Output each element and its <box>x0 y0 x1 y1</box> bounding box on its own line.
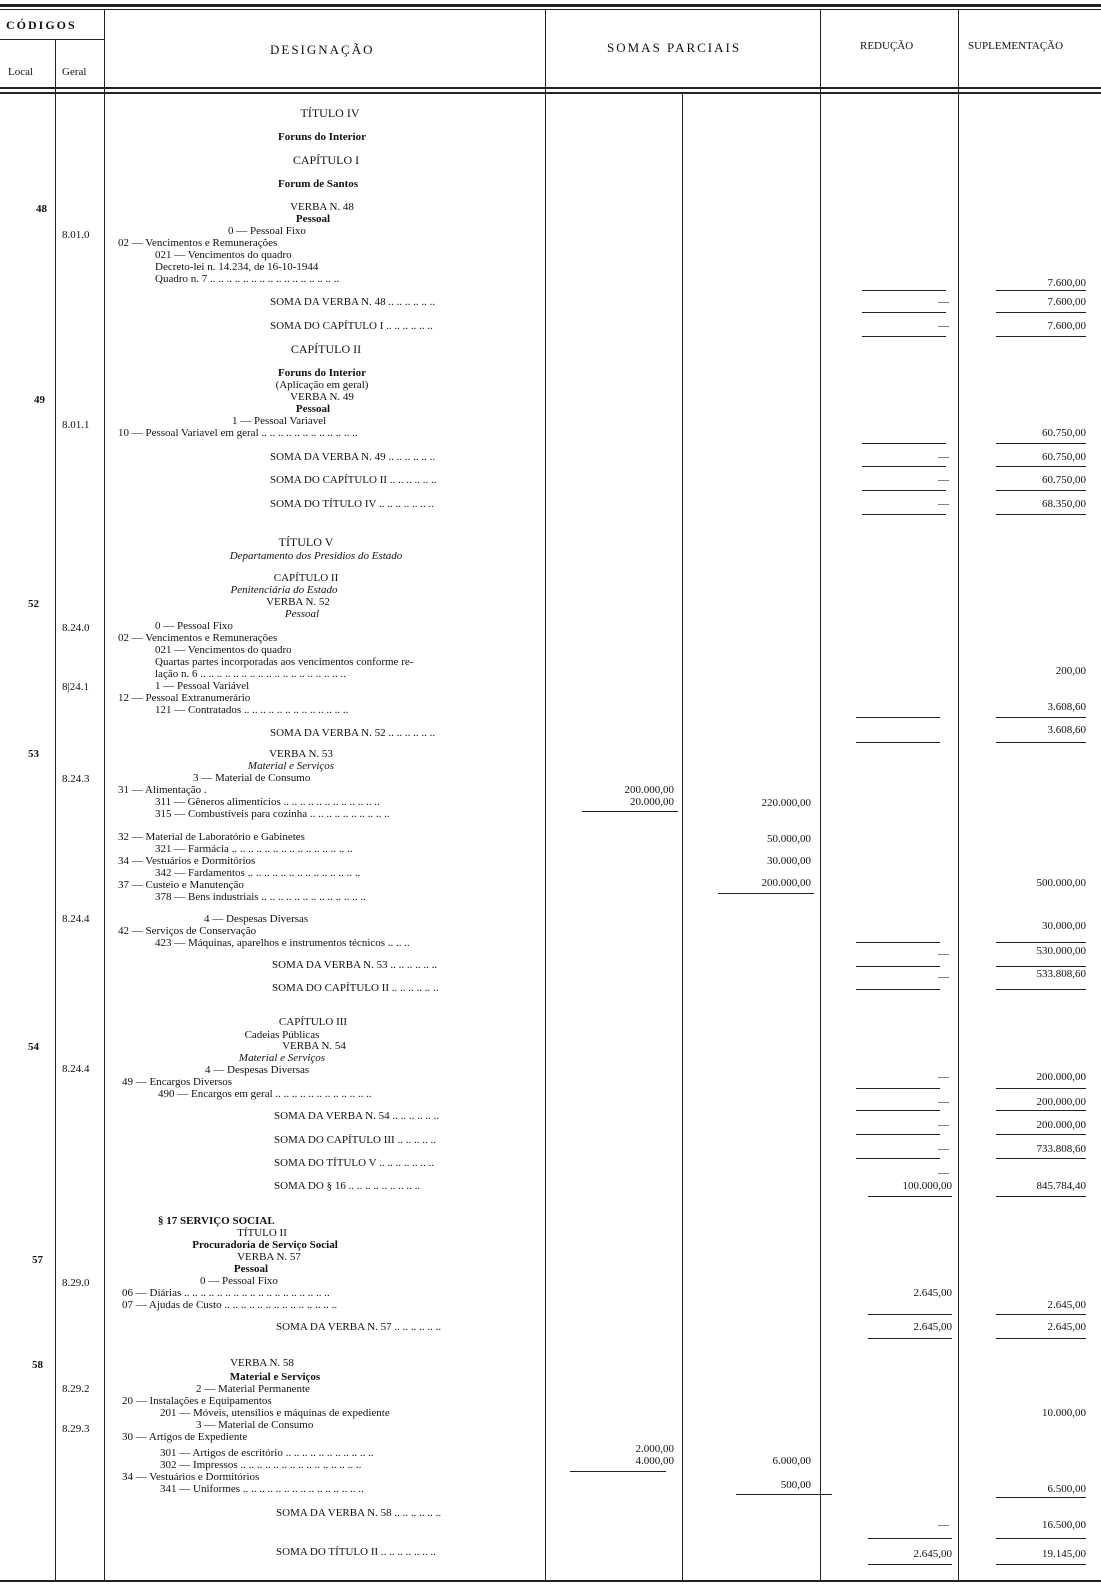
section-heading: Cadeias Públicas <box>244 1029 320 1041</box>
header-bottom-border <box>0 87 1101 89</box>
line-item: 1 — Pessoal Variável <box>155 680 250 692</box>
supplement-value: 2.645,00 <box>1047 1321 1086 1333</box>
chapter-heading: CAPÍTULO III <box>278 1016 348 1028</box>
line-item: 490 — Encargos em geral .. .. .. .. .. .. .. .. .. .. .. .. <box>158 1088 372 1100</box>
geral-code: 8.01.0 <box>62 229 90 241</box>
partial-value: 200.000,00 <box>761 877 811 889</box>
supplement-rule <box>996 1338 1086 1339</box>
reduction-value: 2.645,00 <box>913 1548 952 1560</box>
line-item: 02 — Vencimentos e Remunerações <box>118 632 278 644</box>
sum-line: SOMA DO § 16 .. .. .. .. .. .. .. .. .. <box>274 1180 421 1192</box>
chapter-heading: CAPÍTULO I <box>292 153 360 167</box>
supplement-rule <box>996 742 1086 743</box>
line-item: 342 — Fardamentos .. .. .. .. .. .. .. .. .. .. .. .. .. .. <box>155 867 361 879</box>
section-heading: Penitenciária do Estado <box>230 584 338 596</box>
supplement-rule <box>996 717 1086 718</box>
geral-code: 8.29.0 <box>62 1277 90 1289</box>
header-local: Local <box>8 66 34 78</box>
partial-sum-rule <box>736 1494 832 1495</box>
sum-line: SOMA DA VERBA N. 52 .. .. .. .. .. .. <box>270 727 436 739</box>
line-item: 423 — Máquinas, aparelhos e instrumentos técnicos .. .. .. <box>155 937 410 949</box>
reduction-rule <box>862 443 946 444</box>
local-code-57: 57 <box>32 1254 43 1266</box>
reduction-rule <box>856 966 940 967</box>
section-heading: Forum de Santos <box>277 178 359 190</box>
section-heading: § 17 SERVIÇO SOCIAL <box>158 1215 275 1227</box>
sum-line: SOMA DO CAPÍTULO III .. .. .. .. .. <box>274 1134 436 1146</box>
col-line-designacao <box>545 10 546 1580</box>
group-heading: Pessoal <box>284 608 320 620</box>
supplement-value: 733.808,60 <box>1036 1143 1086 1155</box>
line-item: 3 — Material de Consumo <box>196 1419 314 1431</box>
sum-line: SOMA DA VERBA N. 49 .. .. .. .. .. .. <box>270 451 436 463</box>
geral-code: 8.24.4 <box>62 1063 90 1075</box>
top-border-inner <box>0 9 1101 10</box>
line-item: 07 — Ajudas de Custo .. .. .. .. .. .. .. .. .. .. .. .. .. .. <box>122 1299 338 1311</box>
local-code-58: 58 <box>32 1359 43 1371</box>
supplement-value: 68.350,00 <box>1042 498 1086 510</box>
reduction-dash: — <box>938 1519 949 1531</box>
line-item: 378 — Bens industriais .. .. .. .. .. .. .. .. .. .. .. .. .. <box>155 891 366 903</box>
supplement-value: 533.808,60 <box>1036 968 1086 980</box>
header-reducao: REDUÇÃO <box>860 40 914 52</box>
supplement-rule <box>996 989 1086 990</box>
reduction-dash: — <box>938 1096 949 1108</box>
group-heading: Material e Serviços <box>229 1371 321 1383</box>
reduction-rule <box>868 1538 952 1539</box>
partial-value: 30.000,00 <box>767 855 811 867</box>
header-bottom-border-2 <box>0 92 1101 94</box>
supplement-value: 60.750,00 <box>1042 427 1086 439</box>
line-item: 311 — Gêneros alimentícios .. .. .. .. .. .. .. .. .. .. .. .. <box>155 796 380 808</box>
line-item: Quadro n. 7 .. .. .. .. .. .. .. .. .. .. .. .. .. .. .. .. <box>155 273 340 285</box>
local-code-48: 48 <box>36 203 47 215</box>
reduction-rule <box>868 1314 952 1315</box>
partial-value: 500,00 <box>780 1479 811 1491</box>
verba-heading: VERBA N. 53 <box>269 748 333 760</box>
reduction-rule <box>862 466 946 467</box>
line-item: 32 — Material de Laboratório e Gabinetes <box>118 831 305 843</box>
reduction-rule <box>862 490 946 491</box>
line-item: 321 — Farmácia .. .. .. .. .. .. .. .. .. .. .. .. .. .. .. <box>155 843 353 855</box>
line-item: 34 — Vestuários e Dormitórios <box>118 855 256 867</box>
partial-sum-rule <box>582 811 678 812</box>
line-item: 4 — Despesas Diversas <box>204 913 309 925</box>
bottom-border <box>0 1580 1101 1582</box>
sum-line: SOMA DA VERBA N. 48 .. .. .. .. .. .. <box>270 296 436 308</box>
partial-value: 20.000,00 <box>630 796 674 808</box>
sum-line: SOMA DA VERBA N. 57 .. .. .. .. .. .. <box>276 1321 442 1333</box>
supplement-value: 19.145,00 <box>1042 1548 1086 1560</box>
reduction-rule <box>868 1564 952 1565</box>
sum-line: SOMA DA VERBA N. 54 .. .. .. .. .. .. <box>274 1110 440 1122</box>
sum-line: SOMA DO TÍTULO IV .. .. .. .. .. .. .. <box>270 498 434 510</box>
group-heading: Material e Serviços <box>247 760 335 772</box>
reduction-value: 100.000,00 <box>902 1180 952 1192</box>
group-heading: Pessoal <box>295 403 331 415</box>
sum-line: SOMA DO TÍTULO II .. .. .. .. .. .. .. <box>276 1546 436 1558</box>
reduction-dash: — <box>938 320 949 332</box>
supplement-rule <box>996 1497 1086 1498</box>
supplement-rule <box>996 942 1086 943</box>
line-item: 0 — Pessoal Fixo <box>200 1275 278 1287</box>
verba-heading: VERBA N. 52 <box>266 596 330 608</box>
sum-line: SOMA DO CAPÍTULO II .. .. .. .. .. .. <box>270 474 437 486</box>
supplement-rule <box>996 1538 1086 1539</box>
reduction-dash: — <box>938 296 949 308</box>
group-heading: Pessoal <box>295 213 331 225</box>
reduction-dash: — <box>938 1143 949 1155</box>
line-item: 4 — Despesas Diversas <box>205 1064 310 1076</box>
line-item: 1 — Pessoal Variavel <box>232 415 327 427</box>
supplement-value: 6.500,00 <box>1047 1483 1086 1495</box>
header-codigos: CÓDIGOS <box>6 18 77 32</box>
line-item: 20 — Instalações e Equipamentos <box>122 1395 272 1407</box>
verba-heading: VERBA N. 58 <box>230 1357 294 1369</box>
reduction-dash: — <box>938 474 949 486</box>
line-item: 2 — Material Permanente <box>196 1383 310 1395</box>
line-item: 30 — Artigos de Expediente <box>122 1431 248 1443</box>
supplement-rule <box>996 312 1086 313</box>
line-item: 3 — Material de Consumo <box>193 772 311 784</box>
supplement-value: 2.645,00 <box>1047 1299 1086 1311</box>
supplement-rule <box>996 490 1086 491</box>
supplement-value: 7.600,00 <box>1047 296 1086 308</box>
geral-code: 8.29.2 <box>62 1383 90 1395</box>
reduction-rule <box>868 1196 952 1197</box>
geral-code: 8.24.4 <box>62 913 90 925</box>
title-heading: TÍTULO II <box>237 1227 287 1239</box>
sum-line: SOMA DA VERBA N. 53 .. .. .. .. .. .. <box>272 959 438 971</box>
supplement-rule <box>996 514 1086 515</box>
geral-code: 8.01.1 <box>62 419 90 431</box>
supplement-value: 60.750,00 <box>1042 474 1086 486</box>
line-item: 42 — Serviços de Conservação <box>118 925 257 937</box>
line-item: 10 — Pessoal Variavel em geral .. .. .. .. .. .. .. .. .. .. .. .. <box>118 427 358 439</box>
line-item: 021 — Vencimentos do quadro <box>155 644 292 656</box>
header-designacao: DESIGNAÇÃO <box>270 42 375 57</box>
supplement-rule <box>996 1196 1086 1197</box>
line-item: 31 — Alimentação . <box>118 784 207 796</box>
reduction-dash: — <box>938 1119 949 1131</box>
supplement-rule <box>996 443 1086 444</box>
reduction-rule <box>862 514 946 515</box>
col-line-parciais <box>820 10 821 1580</box>
line-item: 49 — Encargos Diversos <box>122 1076 233 1088</box>
supplement-rule <box>996 1110 1086 1111</box>
line-item: Decreto-lei n. 14.234, de 16-10-1944 <box>155 261 319 273</box>
reduction-rule <box>856 717 940 718</box>
col-line-geral <box>104 10 105 1580</box>
line-item: 06 — Diárias .. .. .. .. .. .. .. .. .. .. .. .. .. .. .. .. .. .. <box>122 1287 330 1299</box>
supplement-value: 7.600,00 <box>1047 277 1086 289</box>
reduction-dash: — <box>938 1167 949 1179</box>
chapter-heading: CAPÍTULO II <box>273 572 339 584</box>
line-item: 34 — Vestuários e Dormitórios <box>122 1471 260 1483</box>
codigos-divider <box>0 39 104 40</box>
section-heading: Departamento dos Presidios do Estado <box>229 550 403 562</box>
partial-value: 4.000,00 <box>635 1455 674 1467</box>
reduction-rule <box>868 1338 952 1339</box>
line-item: 315 — Combustíveis para cozinha .. .. .. .. .. .. .. .. .. .. <box>155 808 390 820</box>
header-somas-parciais: SOMAS PARCIAIS <box>607 40 742 55</box>
geral-code: 8|24.1 <box>62 681 89 693</box>
line-item: 301 — Artigos de escritório .. .. .. .. .. .. .. .. .. .. .. <box>160 1447 374 1459</box>
line-item: 12 — Pessoal Extranumerário <box>118 692 251 704</box>
supplement-rule <box>996 1088 1086 1089</box>
local-code-54: 54 <box>28 1041 39 1053</box>
partial-value: 220.000,00 <box>761 797 811 809</box>
local-code-53: 53 <box>28 748 39 760</box>
reduction-dash: — <box>938 971 949 983</box>
verba-heading: VERBA N. 54 <box>282 1040 346 1052</box>
section-heading: Foruns do Interior <box>278 131 366 143</box>
line-item: 341 — Uniformes .. .. .. .. .. .. .. .. .. .. .. .. .. .. .. <box>160 1483 364 1495</box>
chapter-heading: CAPÍTULO II <box>290 342 362 356</box>
partial-sum-rule <box>570 1471 666 1472</box>
supplement-value: 16.500,00 <box>1042 1519 1086 1531</box>
section-subheading: (Aplicação em geral) <box>275 379 369 391</box>
supplement-value: 7.600,00 <box>1047 320 1086 332</box>
line-item: lação n. 6 .. .. .. .. .. .. .. .. .. .. .. .. .. .. .. .. .. .. <box>155 668 346 680</box>
supplement-rule <box>996 290 1086 291</box>
line-item: 121 — Contratados .. .. .. .. .. .. .. .. .. .. .. .. .. <box>155 704 349 716</box>
line-item: 02 — Vencimentos e Remunerações <box>118 237 278 249</box>
top-border <box>0 4 1101 7</box>
supplement-rule <box>996 1314 1086 1315</box>
supplement-rule <box>996 466 1086 467</box>
col-line-local <box>55 40 56 1580</box>
partial-value: 2.000,00 <box>635 1443 674 1455</box>
sum-line: SOMA DA VERBA N. 58 .. .. .. .. .. .. <box>276 1507 442 1519</box>
title-heading: TÍTULO IV <box>300 106 360 120</box>
local-code-49: 49 <box>34 394 45 406</box>
geral-code: 8.24.3 <box>62 773 90 785</box>
reduction-dash: — <box>938 451 949 463</box>
partial-sum-rule <box>718 893 814 894</box>
reduction-dash: — <box>938 498 949 510</box>
reduction-rule <box>856 1134 940 1135</box>
supplement-value: 30.000,00 <box>1042 920 1086 932</box>
supplement-rule <box>996 1158 1086 1159</box>
sum-line: SOMA DO CAPÍTULO II .. .. .. .. .. .. <box>272 982 439 994</box>
reduction-rule <box>856 742 940 743</box>
geral-code: 8.24.0 <box>62 622 90 634</box>
supplement-value: 845.784,40 <box>1036 1180 1086 1192</box>
supplement-value: 500.000,00 <box>1036 877 1086 889</box>
reduction-value: 2.645,00 <box>913 1321 952 1333</box>
partial-value: 200.000,00 <box>624 784 674 796</box>
supplement-rule <box>996 1134 1086 1135</box>
reduction-rule <box>862 312 946 313</box>
section-heading: Foruns do Interior <box>278 367 366 379</box>
line-item: Quartas partes incorporadas aos vencimentos conforme re- <box>155 656 414 668</box>
partial-value: 6.000,00 <box>772 1455 811 1467</box>
header-suplementacao: SUPLEMENTAÇÃO <box>968 40 1064 52</box>
sum-line: SOMA DO CAPÍTULO I .. .. .. .. .. .. <box>270 320 433 332</box>
reduction-rule <box>856 989 940 990</box>
supplement-value: 10.000,00 <box>1042 1407 1086 1419</box>
reduction-dash: — <box>938 1071 949 1083</box>
supplement-value: 530.000,00 <box>1036 945 1086 957</box>
supplement-value: 200.000,00 <box>1036 1096 1086 1108</box>
reduction-value: 2.645,00 <box>913 1287 952 1299</box>
supplement-value: 60.750,00 <box>1042 451 1086 463</box>
title-heading: TÍTULO V <box>278 535 334 549</box>
col-line-parciais-mid <box>682 92 683 1580</box>
reduction-dash: — <box>938 948 949 960</box>
line-item: 201 — Móveis, utensílios e máquinas de expediente <box>160 1407 390 1419</box>
reduction-rule <box>862 336 946 337</box>
supplement-value: 200,00 <box>1055 665 1086 677</box>
local-code-52: 52 <box>28 598 39 610</box>
line-item: 0 — Pessoal Fixo <box>155 620 233 632</box>
col-line-reducao <box>958 10 959 1580</box>
supplement-value: 200.000,00 <box>1036 1119 1086 1131</box>
supplement-rule <box>996 336 1086 337</box>
sum-line: SOMA DO TÍTULO V .. .. .. .. .. .. .. <box>274 1157 435 1169</box>
supplement-rule <box>996 1564 1086 1565</box>
group-heading: Pessoal <box>233 1263 269 1275</box>
verba-heading: VERBA N. 48 <box>290 201 354 213</box>
supplement-value: 3.608,60 <box>1047 701 1086 713</box>
verba-heading: VERBA N. 57 <box>237 1251 301 1263</box>
reduction-rule <box>856 942 940 943</box>
supplement-value: 3.608,60 <box>1047 724 1086 736</box>
group-heading: Material e Serviços <box>238 1052 326 1064</box>
line-item: 37 — Custeio e Manutenção <box>118 879 244 891</box>
verba-heading: VERBA N. 49 <box>290 391 354 403</box>
line-item: 302 — Impressos .. .. .. .. .. .. .. .. .. .. .. .. .. .. .. <box>160 1459 362 1471</box>
supplement-value: 200.000,00 <box>1036 1071 1086 1083</box>
header-geral: Geral <box>62 66 87 78</box>
line-item: 0 — Pessoal Fixo <box>228 225 306 237</box>
reduction-rule <box>862 290 946 291</box>
section-heading: Procuradoria de Serviço Social <box>192 1239 338 1251</box>
reduction-rule <box>856 1088 940 1089</box>
supplement-rule <box>996 966 1086 967</box>
geral-code: 8.29.3 <box>62 1423 90 1435</box>
reduction-rule <box>856 1110 940 1111</box>
partial-value: 50.000,00 <box>767 833 811 845</box>
reduction-rule <box>856 1158 940 1159</box>
line-item: 021 — Vencimentos do quadro <box>155 249 292 261</box>
